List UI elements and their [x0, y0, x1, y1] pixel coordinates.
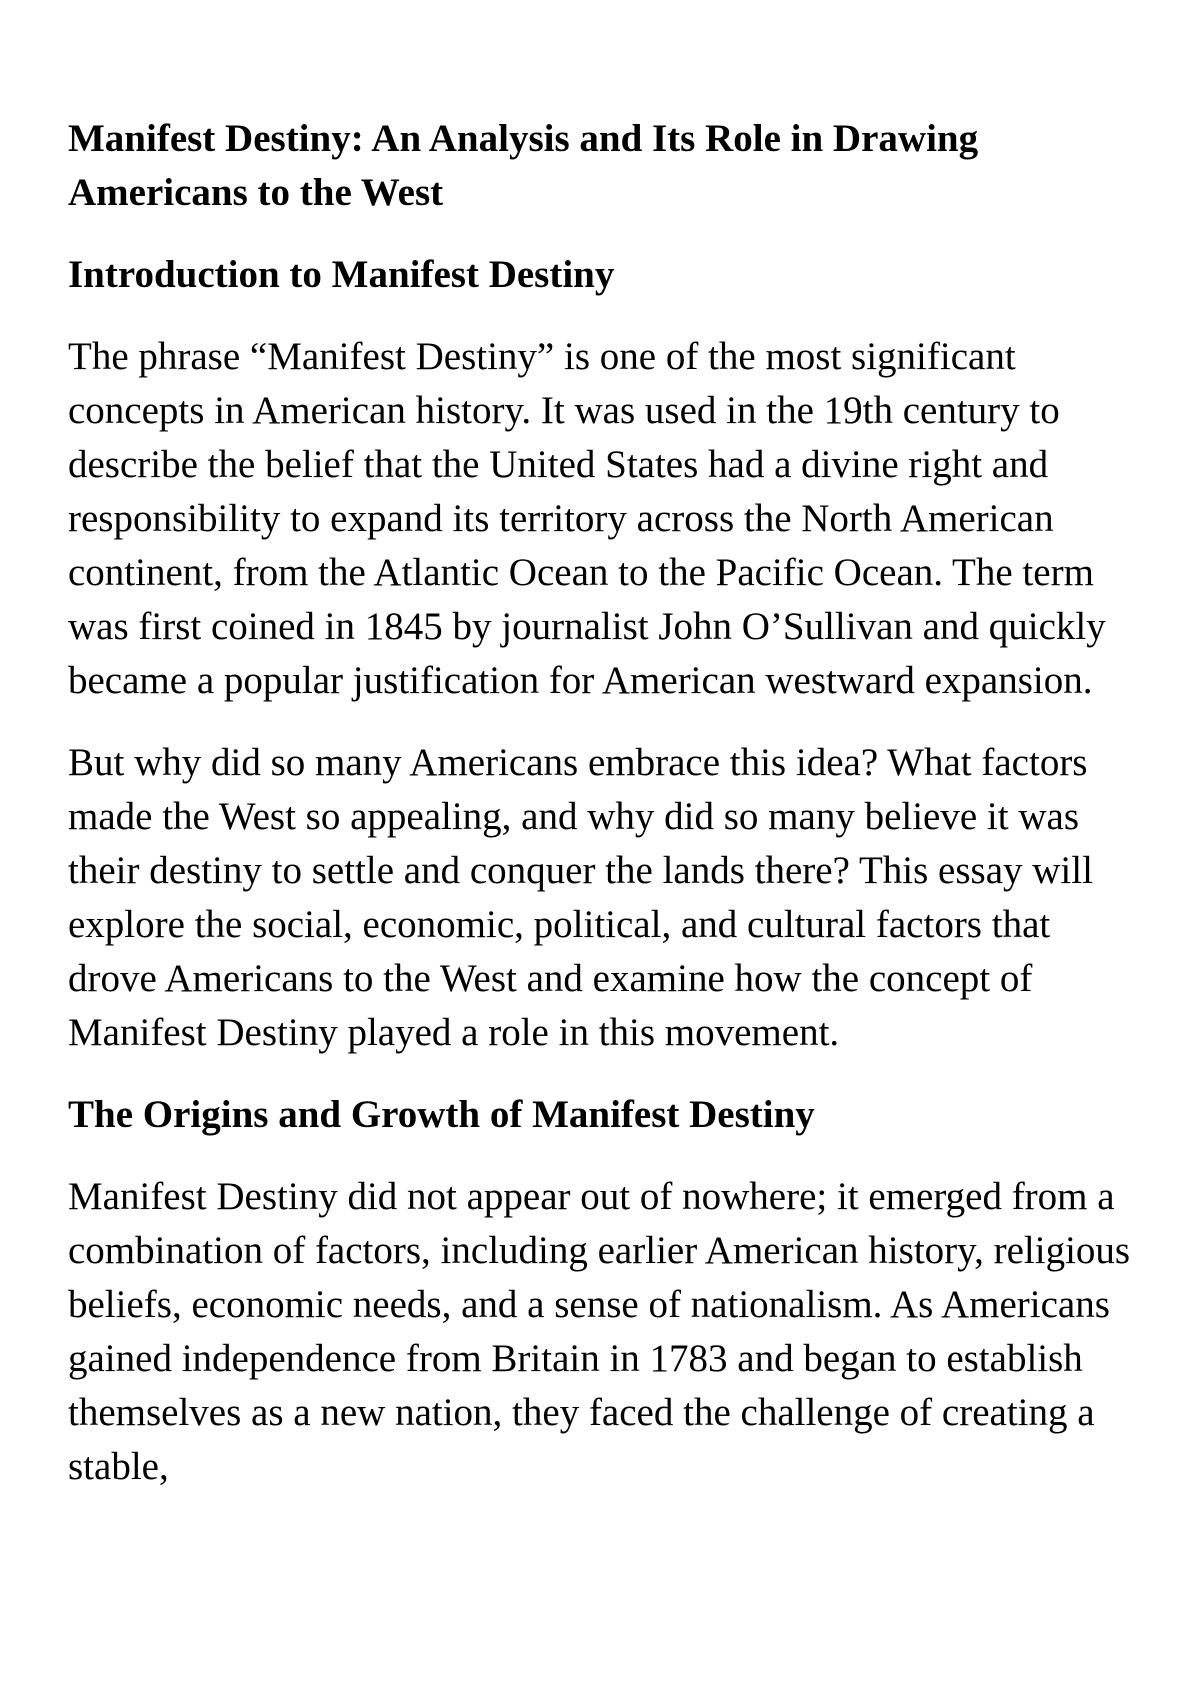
section-heading: Introduction to Manifest Destiny [68, 253, 615, 296]
paragraph: Manifest Destiny did not appear out of nowhere; it emerged from a combination of factors, including earlier American history, religious beliefs, economic needs, and a sense of nationalism. As Americans gained independence from Britain in 1783 and began to establish themselves as a new nation, they faced the challenge of creating a stable, [68, 1175, 1131, 1488]
document-title: Manifest Destiny: An Analysis and Its Role in Drawing Americans to the West [68, 117, 979, 214]
section-heading: The Origins and Growth of Manifest Destiny [68, 1093, 815, 1136]
document-body [68, 112, 1143, 1522]
section-origins [68, 1088, 1143, 1494]
paragraph: But why did so many Americans embrace this idea? What factors made the West so appealing, and why did so many believe it was their destiny to settle and conquer the lands there? This essay will explore the social, economic, political, and cultural factors that drove Americans to the West and examine how the concept of Manifest Destiny played a role in this movement. [68, 741, 1093, 1054]
paragraph: The phrase “Manifest Destiny” is one of the most significant concepts in American history. It was used in the 19th century to describe the belief that the United States had a divine right and responsibility to expand its territory across the North American continent, from the Atlantic Ocean to the Pacific Ocean. The term was first coined in 1845 by journalist John O’Sullivan and quickly became a popular justification for American westward expansion. [68, 335, 1106, 702]
section-introduction [68, 248, 1143, 1060]
